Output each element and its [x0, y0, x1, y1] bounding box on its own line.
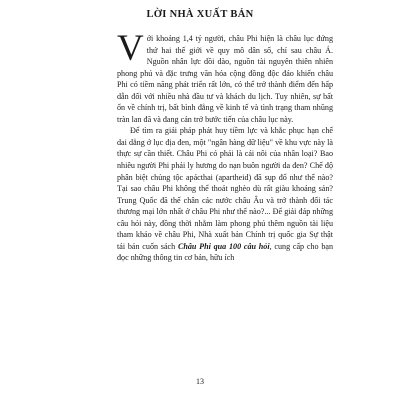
paragraph-1-text: ới khoảng 1,4 tỷ người, châu Phi hiện là châu lục đứng thứ hai thế giới về quy mô dân số, chỉ sau châu Á. Nguồn nhân lực dồi dào, nguồn tài nguyên thiên nhiên phong phú và đặc trưng văn hóa cộng đồng độc đáo khiến châu Phi có tiềm năng phát triển rất lớn, có thể trở thành điểm đến hấp dẫn đối với nhiều nhà đầu tư và khách du lịch. Tuy nhiên, sự bất ổn về chính trị, bất bình đẳng về kinh tế và tình trạng tham nhũng tràn lan đã và đang cản trở bước tiến của châu lục này.	[117, 34, 333, 124]
paragraph-2-text-end: , cung cấp cho bạn đọc những thông tin cơ bản, hữu ích	[117, 241, 334, 263]
page-body-text	[117, 28, 334, 264]
page-heading: LỜI NHÀ XUẤT BẢN	[146, 9, 254, 20]
book-title-emphasis: Châu Phi qua 100 câu hỏi	[177, 241, 270, 251]
paragraph-1	[117, 28, 333, 125]
paragraph-2-text-start: Để tìm ra giải pháp phát huy tiềm lực và khắc phục hạn chế dai dẳng ở lục địa đen, một "ngân hàng dữ liệu" về khu vực này là thực sự cần thiết. Châu Phi có phải là cái nôi của nhân loại? Bao nhiêu người Phi phải ly hương do nạn buôn người da đen? Chế độ phân biệt chủng tộc apácthai (apartheid) đã sụp đổ như thế nào? Tại sao châu Phi không thể thoát nghèo dù rất giàu khoáng sản? Trung Quốc đã thế chân các nước châu Âu và trở thành đối tác thương mại lớn nhất ở châu Phi như thế nào?... Để giải đáp những câu hỏi này, đồng thời nhằm làm phong phú thêm nguồn tài liệu tham khảo về châu Phi, Nhà xuất bản Chính trị quốc gia Sự thật tái bản cuốn sách	[117, 126, 333, 251]
page-number: 13	[196, 377, 204, 386]
drop-cap-letter: V	[117, 28, 144, 69]
paragraph-2	[117, 125, 333, 264]
